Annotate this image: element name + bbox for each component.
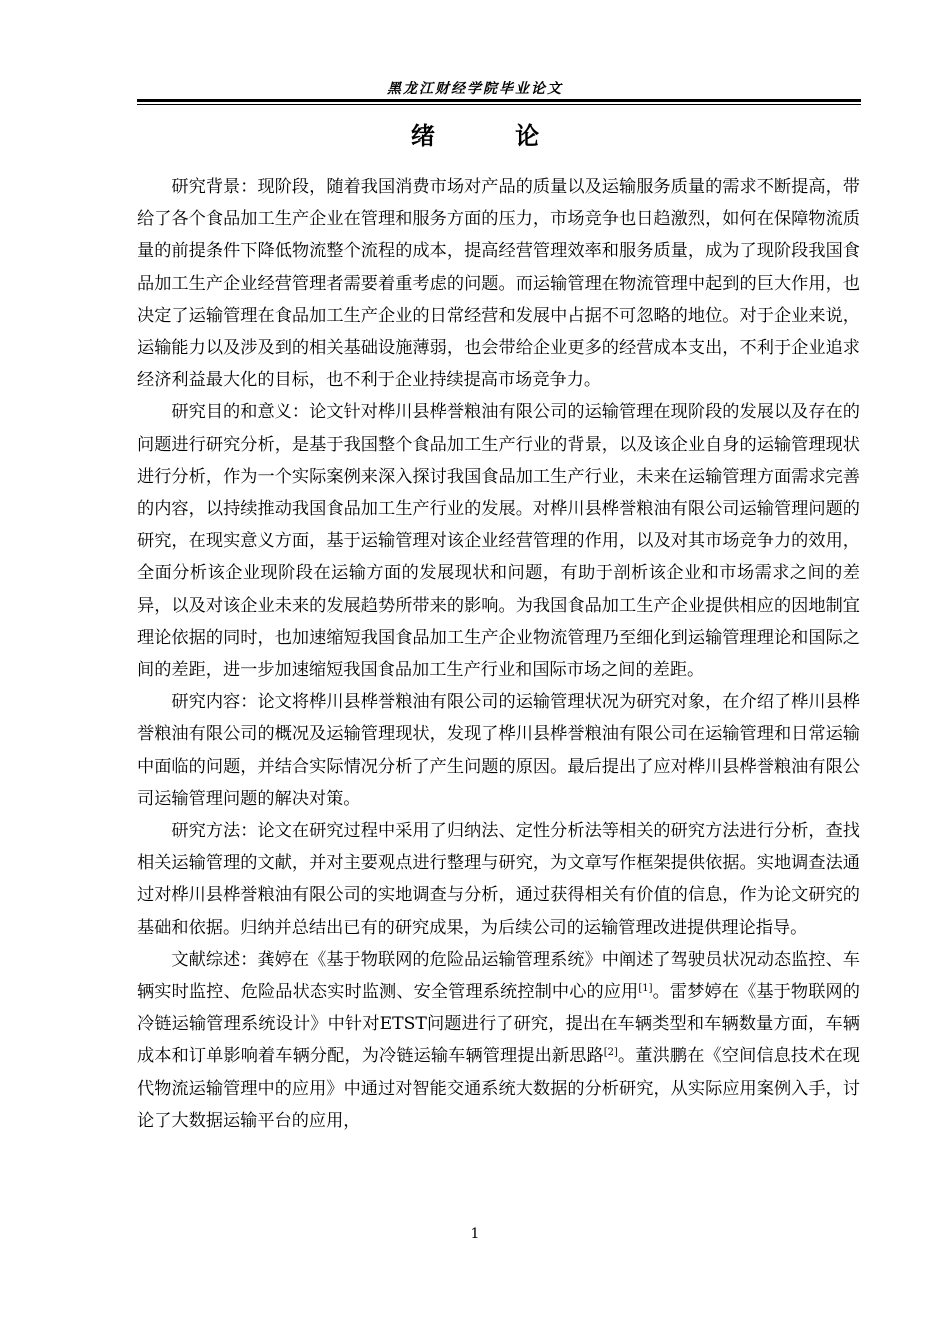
header-rule-thick — [137, 99, 861, 102]
chapter-title: 绪 论 — [410, 122, 576, 150]
paragraph-background: 研究背景：现阶段，随着我国消费市场对产品的质量以及运输服务质量的需求不断提高，带给了各个食品加工生产企业在管理和服务方面的压力，市场竞争也日趋激烈，如何在保障物流质量的前提条件下降低物流整个流程的成本，提高经营管理效率和服务质量，成为了现阶段我国食品加工生产企业经营管理者需要着重考虑的问题。而运输管理在物流管理中起到的巨大作用，也决定了运输管理在食品加工生产企业的日常经营和发展中占据不可忽略的地位。对于企业来说，运输能力以及涉及到的相关基础设施薄弱，也会带给企业更多的经营成本支出，不利于企业追求经济利益最大化的目标，也不利于企业持续提高市场竞争力。 — [137, 177, 860, 391]
paragraph-content: 研究内容：论文将桦川县桦誉粮油有限公司的运输管理状况为研究对象，在介绍了桦川县桦誉粮油有限公司的概况及运输管理现状，发现了桦川县桦誉粮油有限公司在运输管理和日常运输中面临的问题，并结合实际情况分析了产生问题的原因。最后提出了应对桦川县桦誉粮油有限公司运输管理问题的解决对策。 — [137, 692, 860, 809]
review-text-2: 。雷梦婷在《基于物联网的冷链运输管理系统设计》中针对ETST问题进行了研究，提出在车辆类型和车辆数量方面，车辆成本和订单影响着车辆分配，为冷链运输车辆管理提出新思路 — [137, 982, 860, 1067]
citation-2: [2] — [603, 1047, 618, 1059]
header-rule-thin — [137, 104, 861, 105]
review-text-1: 文献综述：龚婷在《基于物联网的危险品运输管理系统》中阐述了驾驶员状况动态监控、车辆实时监控、危险品状态实时监测、安全管理系统控制中心的应用 — [137, 949, 860, 1003]
body-text — [137, 171, 860, 1137]
paragraph-literature-review — [137, 944, 860, 1137]
paragraph-purpose: 研究目的和意义：论文针对桦川县桦誉粮油有限公司的运输管理在现阶段的发展以及存在的问题进行研究分析，是基于我国整个食品加工生产行业的背景，以及该企业自身的运输管理现状进行分析，作为一个实际案例来深入探讨我国食品加工生产行业，未来在运输管理方面需求完善的内容，以持续推动我国食品加工生产行业的发展。对桦川县桦誉粮油有限公司运输管理问题的研究，在现实意义方面，基于运输管理对该企业经营管理的作用，以及对其市场竞争力的效用，全面分析该企业现阶段在运输方面的发展现状和问题，有助于剖析该企业和市场需求之间的差异，以及对该企业未来的发展趋势所带来的影响。为我国食品加工生产企业提供相应的因地制宜理论依据的同时，也加速缩短我国食品加工生产企业物流管理乃至细化到运输管理理论和国际之间的差距，进一步加速缩短我国食品加工生产行业和国际市场之间的差距。 — [137, 402, 860, 681]
citation-1: [1] — [638, 983, 653, 995]
running-header: 黑龙江财经学院毕业论文 — [387, 81, 563, 97]
review-text-3: 。董洪鹏在《空间信息技术在现代物流运输管理中的应用》中通过对智能交通系统大数据的分析研究，从实际应用案例入手，讨论了大数据运输平台的应用， — [137, 1046, 860, 1131]
paragraph-method: 研究方法：论文在研究过程中采用了归纳法、定性分析法等相关的研究方法进行分析，查找相关运输管理的文献，并对主要观点进行整理与研究，为文章写作框架提供依据。实地调查法通过对桦川县桦誉粮油有限公司的实地调查与分析，通过获得相关有价值的信息，作为论文研究的基础和依据。归纳并总结出已有的研究成果，为后续公司的运输管理改进提供理论指导。 — [137, 821, 860, 938]
page-number: 1 — [470, 1226, 480, 1242]
